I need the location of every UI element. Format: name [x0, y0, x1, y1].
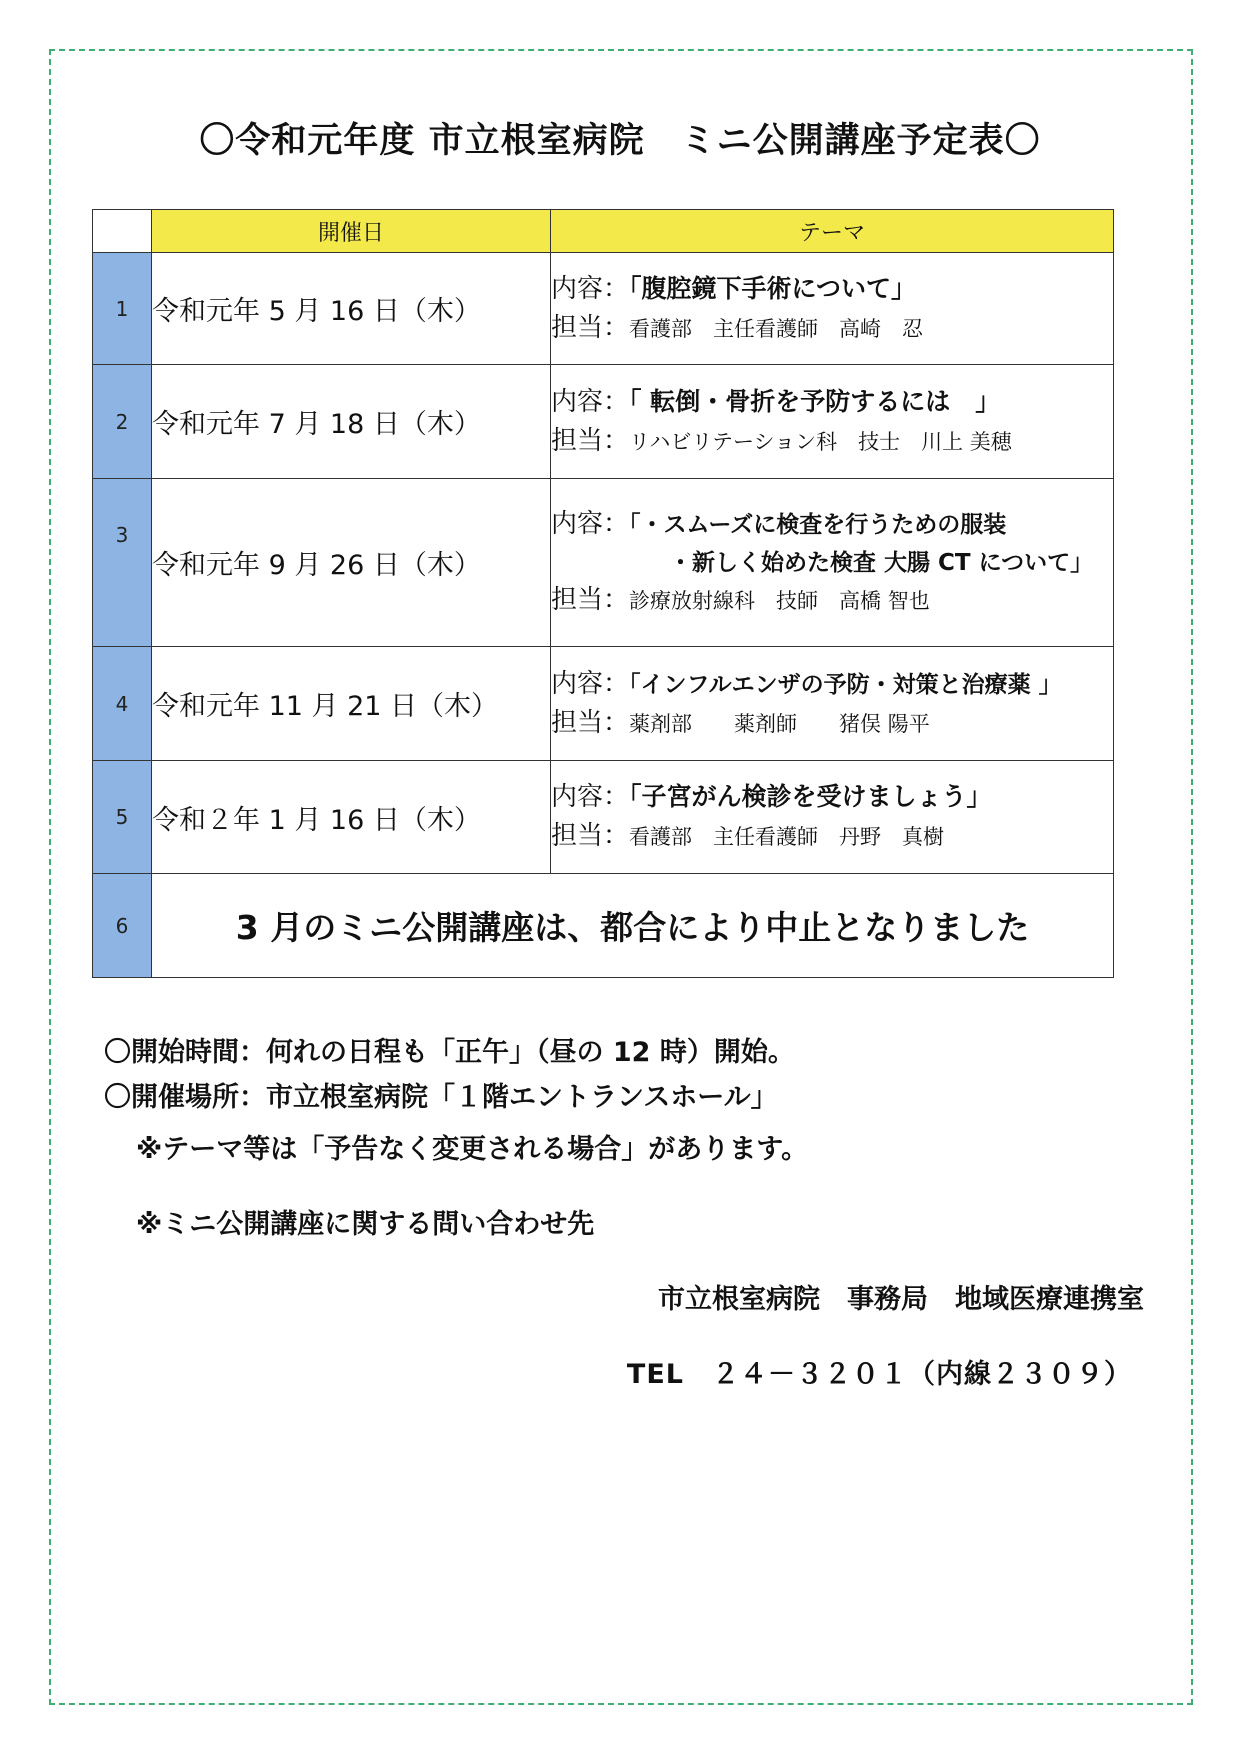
row-theme — [551, 253, 1114, 365]
row-content: 「・スムーズに検査を行うための服装 — [629, 512, 1007, 539]
person-label: 担当： — [551, 425, 630, 456]
content-label: 内容： — [551, 273, 630, 304]
content-label: 内容： — [551, 782, 630, 812]
row-theme — [551, 365, 1114, 479]
table-row — [93, 479, 1114, 647]
row-content: 「腹腔鏡下手術について」 — [629, 273, 917, 303]
person-label: 担当： — [551, 584, 630, 615]
change-note: ※テーマ等は「予告なく変更される場合」があります。 — [136, 1134, 809, 1165]
row-content-line2: ・新しく始めた検査 大腸 CT について」 — [669, 550, 1094, 577]
row-theme — [551, 761, 1114, 874]
row-content: 「インフルエンザの予防・対策と治療薬 」 — [629, 671, 1062, 698]
cancellation-notice: 3 月のミニ公開講座は、都合により中止となりました — [152, 874, 1114, 978]
table-header-row — [93, 210, 1114, 253]
row-content: 「子宮がん検診を受けましょう」 — [629, 782, 992, 811]
row-date: 令和元年 11 月 21 日（木） — [152, 647, 551, 761]
row-number: 2 — [93, 365, 152, 479]
page-title: 〇令和元年度 市立根室病院 ミニ公開講座予定表〇 — [199, 121, 1041, 161]
header-date: 開催日 — [152, 210, 551, 253]
person-label: 担当： — [551, 821, 630, 851]
table-row — [93, 647, 1114, 761]
row-date: 令和２年 1 月 16 日（木） — [152, 761, 551, 874]
row-date: 令和元年 5 月 16 日（木） — [152, 253, 551, 365]
row-date: 令和元年 9 月 26 日（木） — [152, 479, 551, 647]
row-person: 看護部 主任看護師 高崎 忍 — [629, 316, 924, 341]
contact-office: 市立根室病院 事務局 地域医療連携室 — [658, 1284, 1144, 1315]
start-time-note: 〇開始時間：何れの日程も「正午」（昼の 12 時）開始。 — [104, 1037, 795, 1068]
row-date: 令和元年 7 月 18 日（木） — [152, 365, 551, 479]
content-label: 内容： — [551, 509, 630, 540]
row-number: 3 — [93, 479, 152, 647]
table-row-notice — [93, 874, 1114, 978]
header-theme: テーマ — [551, 210, 1114, 253]
inquiry-note: ※ミニ公開講座に関する問い合わせ先 — [136, 1209, 595, 1240]
content-label: 内容： — [551, 668, 630, 699]
content-label: 内容： — [551, 386, 630, 417]
row-content: 「 転倒・骨折を予防するには 」 — [629, 386, 1001, 416]
table-row — [93, 761, 1114, 874]
row-person: リハビリテーション科 技士 川上 美穂 — [629, 429, 1012, 454]
row-number: 5 — [93, 761, 152, 874]
contact-tel: TEL ２４－３２０１（内線２３０９） — [626, 1359, 1132, 1390]
notes-block — [104, 1030, 795, 1120]
row-theme — [551, 647, 1114, 761]
venue-note: 〇開催場所：市立根室病院「１階エントランスホール」 — [104, 1082, 778, 1113]
person-label: 担当： — [551, 312, 630, 343]
row-number: 1 — [93, 253, 152, 365]
table-row — [93, 253, 1114, 365]
row-person: 薬剤部 薬剤師 猪俣 陽平 — [629, 711, 930, 736]
row-person: 看護部 主任看護師 丹野 真樹 — [629, 825, 945, 849]
row-person: 診療放射線科 技師 高橋 智也 — [629, 588, 930, 613]
row-theme — [551, 479, 1114, 647]
row-number: 4 — [93, 647, 152, 761]
schedule-table — [92, 209, 1114, 978]
table-row — [93, 365, 1114, 479]
header-corner — [93, 210, 152, 253]
row-number: 6 — [93, 874, 152, 978]
person-label: 担当： — [551, 707, 630, 738]
